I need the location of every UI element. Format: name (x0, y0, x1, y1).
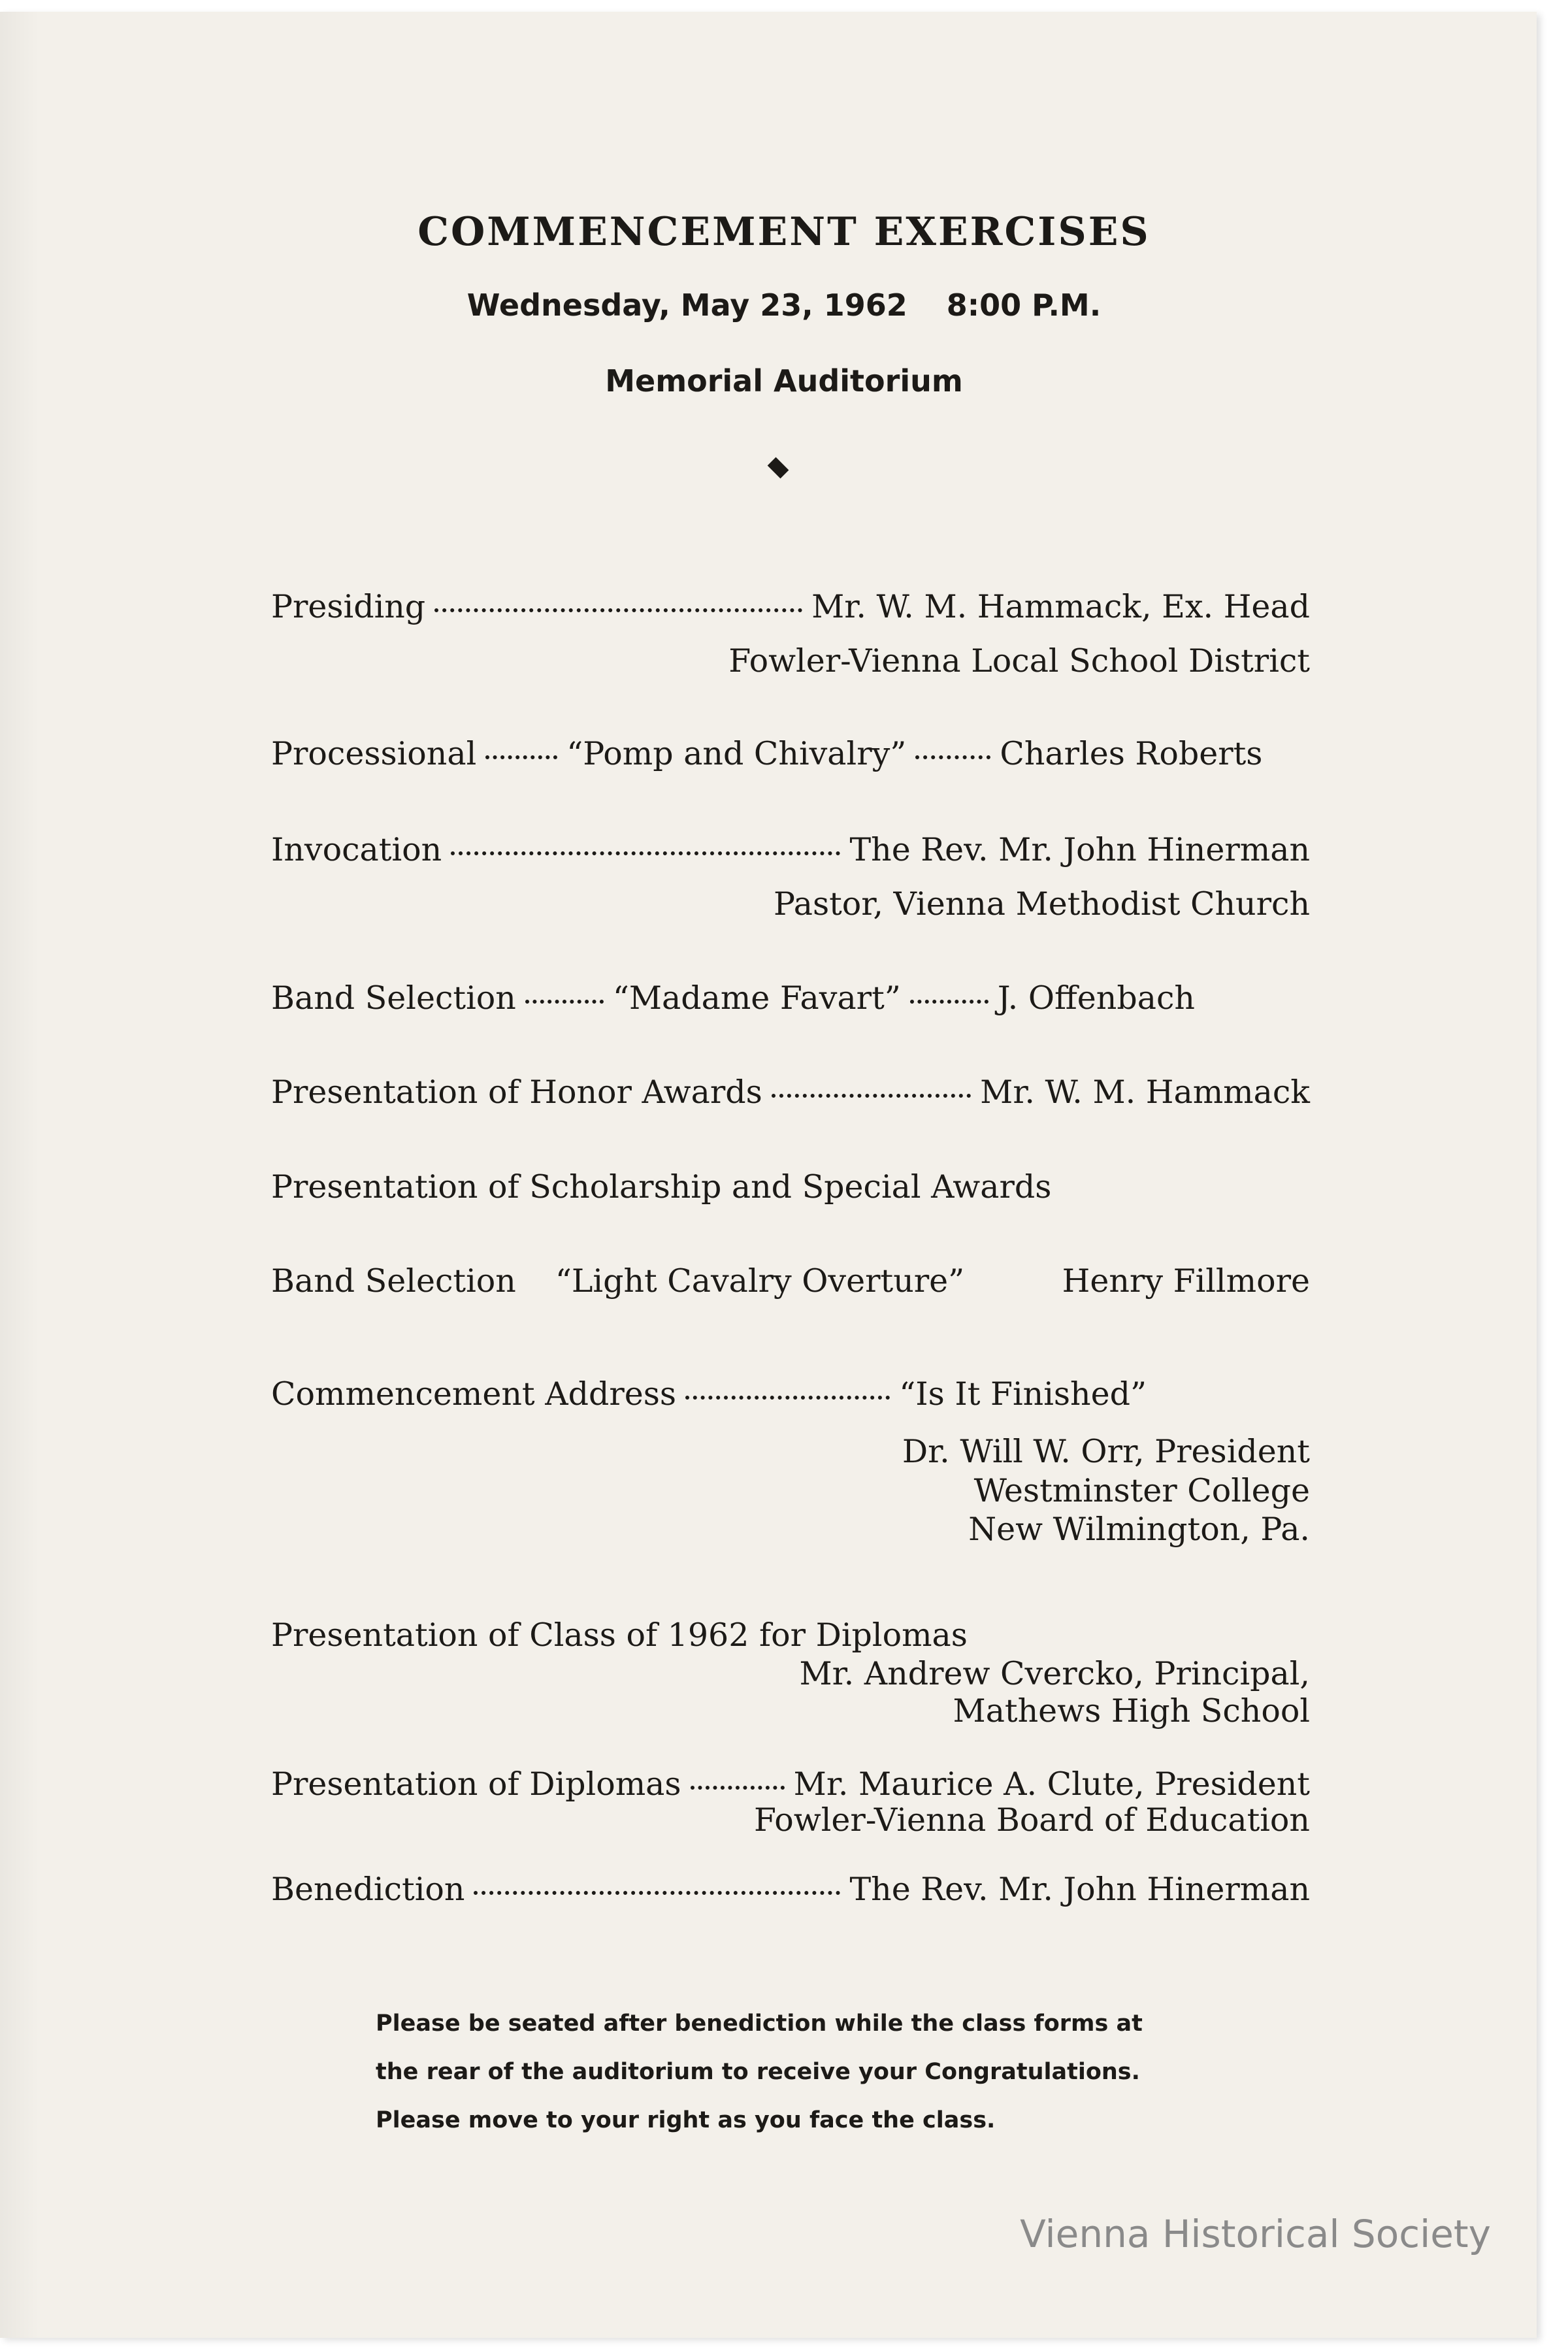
processional-label: Processional (271, 735, 477, 772)
class-presentation-detail: Mathews High School (953, 1692, 1310, 1730)
benediction-name: The Rev. Mr. John Hinerman (849, 1871, 1310, 1908)
dot-leader (685, 1396, 890, 1400)
presiding-row (271, 588, 1310, 625)
processional-piece: “Pomp and Chivalry” (566, 735, 907, 772)
presiding-label: Presiding (271, 588, 426, 625)
dot-leader (474, 1891, 840, 1895)
dot-leader (910, 1000, 988, 1004)
invocation-label: Invocation (271, 831, 442, 868)
honor-awards-name: Mr. W. M. Hammack (980, 1074, 1310, 1111)
program-time: 8:00 P.M. (946, 287, 1102, 323)
dot-leader (525, 1000, 604, 1004)
honor-awards-label: Presentation of Honor Awards (271, 1074, 762, 1111)
notice-line-3: Please move to your right as you face the class. (376, 2107, 996, 2133)
program-title: COMMENCEMENT EXERCISES (417, 209, 1151, 255)
dot-leader (691, 1786, 785, 1790)
diplomas-detail: Fowler-Vienna Board of Education (753, 1801, 1310, 1839)
processional-row (271, 735, 1310, 772)
program-venue: Memorial Auditorium (605, 363, 963, 399)
scholarship-awards-label: Presentation of Scholarship and Special Awards (271, 1168, 1052, 1206)
program-date-line (0, 287, 1568, 323)
program-date: Wednesday, May 23, 1962 (466, 287, 907, 323)
diplomas-row (271, 1765, 1310, 1803)
band-selection-2-piece: “Light Cavalry Overture” (555, 1262, 965, 1300)
commencement-address-row (271, 1375, 1147, 1413)
benediction-label: Benediction (271, 1871, 465, 1908)
address-college: Westminster College (973, 1472, 1310, 1509)
diplomas-name: Mr. Maurice A. Clute, President (793, 1765, 1310, 1803)
dot-leader (772, 1094, 971, 1098)
dot-leader (434, 608, 802, 612)
commencement-address-title: “Is It Finished” (899, 1375, 1147, 1413)
honor-awards-row (271, 1074, 1310, 1111)
invocation-name: The Rev. Mr. John Hinerman (849, 831, 1310, 868)
seating-notice (376, 1999, 1143, 2144)
notice-line-1: Please be seated after benediction while the class forms at (376, 2011, 1143, 2037)
presiding-name: Mr. W. M. Hammack, Ex. Head (811, 588, 1310, 625)
notice-line-2: the rear of the auditorium to receive your Congratulations. (376, 2059, 1140, 2085)
dot-leader (451, 851, 840, 855)
presiding-detail: Fowler-Vienna Local School District (728, 642, 1310, 680)
benediction-row (271, 1871, 1310, 1908)
watermark: Vienna Historical Society (1020, 2212, 1491, 2256)
band-selection-2-label: Band Selection (271, 1262, 516, 1300)
class-presentation-name: Mr. Andrew Cvercko, Principal, (799, 1655, 1310, 1692)
band-selection-2-row (271, 1262, 1310, 1300)
dot-leader (915, 755, 990, 759)
diplomas-label: Presentation of Diplomas (271, 1765, 681, 1803)
band-selection-1-piece: “Madame Favart” (612, 979, 901, 1017)
invocation-row (271, 831, 1310, 868)
address-location: New Wilmington, Pa. (968, 1511, 1310, 1548)
dot-leader (485, 755, 557, 759)
band-selection-1-row (271, 979, 1310, 1017)
band-selection-1-composer: J. Offenbach (997, 979, 1195, 1017)
band-selection-2-composer: Henry Fillmore (1062, 1262, 1310, 1300)
class-presentation-label: Presentation of Class of 1962 for Diplomas (271, 1617, 968, 1654)
commencement-address-label: Commencement Address (271, 1375, 677, 1413)
invocation-detail: Pastor, Vienna Methodist Church (773, 885, 1310, 923)
address-speaker: Dr. Will W. Orr, President (902, 1433, 1310, 1470)
processional-composer: Charles Roberts (1000, 735, 1263, 772)
band-selection-1-label: Band Selection (271, 979, 516, 1017)
